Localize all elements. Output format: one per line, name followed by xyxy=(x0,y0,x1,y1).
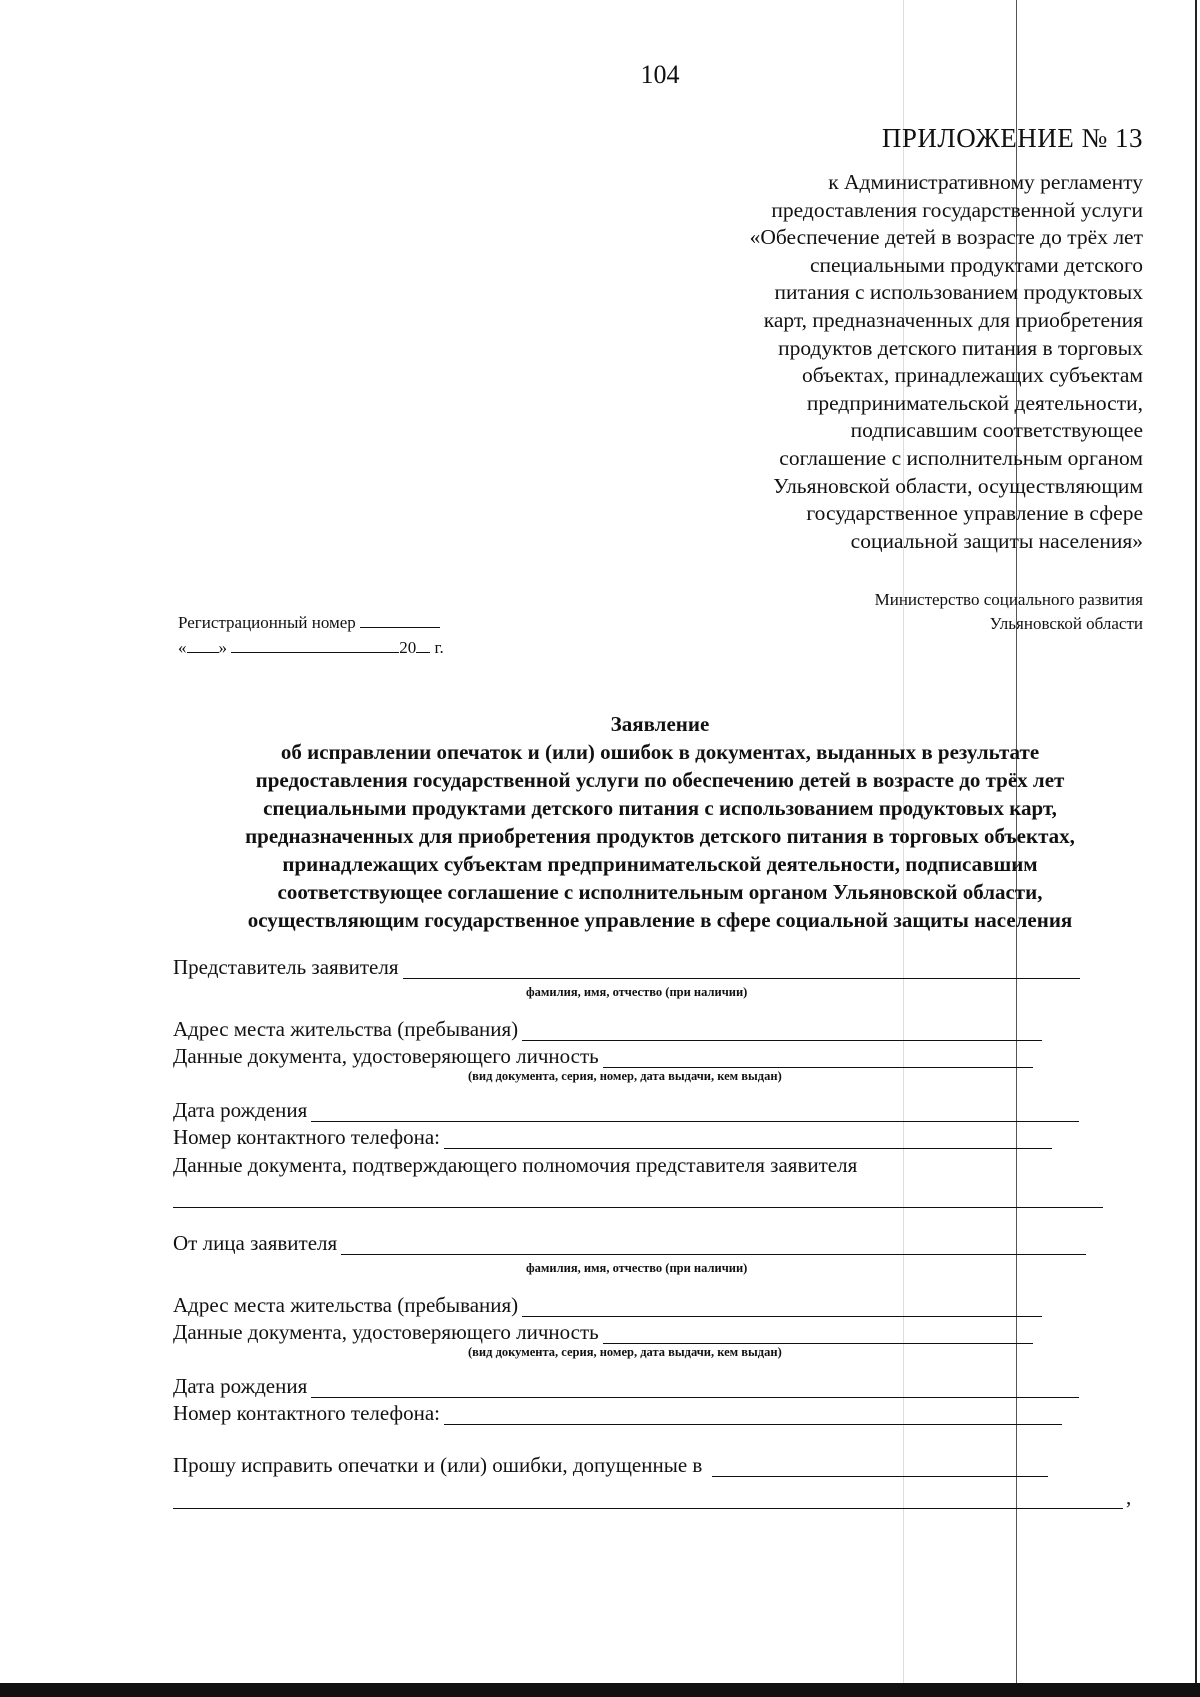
statement-line: принадлежащих субъектам предпринимательской деятельности, подписавшим xyxy=(282,852,1038,876)
fio-hint: фамилия, имя, отчество (при наличии) xyxy=(526,985,748,999)
request-row xyxy=(173,1453,1048,1477)
applicant-id-doc-row xyxy=(173,1320,1033,1344)
applicant-phone-row xyxy=(173,1401,1062,1425)
representative-id-doc-field[interactable] xyxy=(603,1045,1033,1068)
appendix-line: предоставления государственной услуги xyxy=(771,197,1143,222)
statement-line: об исправлении опечаток и (или) ошибок в документах, выданных в результате xyxy=(280,740,1040,764)
statement-line: соответствующее соглашение с исполнительным органом Ульяновской области, xyxy=(277,880,1043,904)
appendix-line: объектах, принадлежащих субъектам xyxy=(801,363,1143,388)
id-doc-hint: (вид документа, серия, номер, дата выдачи, кем выдан) xyxy=(468,1069,782,1083)
scan-artifact-line xyxy=(1195,0,1197,1697)
request-details-field[interactable] xyxy=(173,1507,1123,1509)
representative-birth-field[interactable] xyxy=(311,1099,1079,1122)
appendix-line: подписавшим соответствующее xyxy=(850,418,1143,443)
appendix-line: продуктов детского питания в торговых xyxy=(778,335,1143,360)
date-open-quote: « xyxy=(178,638,187,657)
request-label: Прошу исправить опечатки и (или) ошибки, допущенные в xyxy=(173,1453,703,1477)
registration-number-field[interactable] xyxy=(360,610,440,628)
appendix-line: питания с использованием продуктовых xyxy=(774,280,1143,305)
representative-row xyxy=(173,955,1080,979)
date-month-field[interactable] xyxy=(231,635,399,653)
applicant-row xyxy=(173,1231,1086,1255)
representative-label: Представитель заявителя xyxy=(173,955,399,979)
applicant-fio-field[interactable] xyxy=(341,1232,1086,1255)
fio-hint: фамилия, имя, отчество (при наличии) xyxy=(526,1261,748,1275)
statement-heading: Заявление xyxy=(610,712,710,736)
representative-phone-field[interactable] xyxy=(444,1126,1052,1149)
date-year-suffix: г. xyxy=(434,638,444,657)
id-doc-label: Данные документа, удостоверяющего личность xyxy=(173,1044,599,1068)
statement-line: предоставления государственной услуги по обеспечению детей в возрасте до трёх лет xyxy=(255,768,1065,792)
appendix-line: Ульяновской области, осуществляющим xyxy=(773,473,1143,498)
appendix-line: специальными продуктами детского xyxy=(809,252,1143,277)
representative-birth-row xyxy=(173,1098,1079,1122)
applicant-id-doc-field[interactable] xyxy=(603,1321,1033,1344)
address-label: Адрес места жительства (пребывания) xyxy=(173,1293,519,1317)
statement-line: предназначенных для приобретения продуктов детского питания в торговых объектах, xyxy=(245,824,1075,848)
applicant-label: От лица заявителя xyxy=(173,1231,338,1255)
appendix-line: «Обеспечение детей в возрасте до трёх лет xyxy=(749,225,1143,250)
registration-number-label: Регистрационный номер xyxy=(178,613,356,632)
appendix-line: предпринимательской деятельности, xyxy=(806,390,1143,415)
applicant-phone-field[interactable] xyxy=(444,1402,1062,1425)
address-label: Адрес места жительства (пребывания) xyxy=(173,1017,519,1041)
representative-phone-row xyxy=(173,1125,1052,1149)
applicant-address-row xyxy=(173,1293,1042,1317)
date-year-field[interactable] xyxy=(416,635,430,653)
scan-artifact-border xyxy=(0,1683,1200,1697)
id-doc-hint: (вид документа, серия, номер, дата выдачи, кем выдан) xyxy=(468,1345,782,1359)
ministry-addressee xyxy=(875,588,1143,636)
phone-label: Номер контактного телефона: xyxy=(173,1125,440,1149)
registration-block xyxy=(178,610,444,660)
authority-doc-field[interactable] xyxy=(173,1206,1103,1208)
trailing-comma: , xyxy=(1126,1485,1132,1509)
ministry-line: Ульяновской области xyxy=(989,614,1143,633)
ministry-line: Министерство социального развития xyxy=(874,590,1143,609)
statement-title xyxy=(170,710,1150,934)
authority-doc-row xyxy=(173,1153,857,1177)
appendix-line: карт, предназначенных для приобретения xyxy=(763,307,1143,332)
representative-fio-field[interactable] xyxy=(403,956,1080,979)
appendix-line: государственное управление в сфере xyxy=(806,501,1143,526)
appendix-title: ПРИЛОЖЕНИЕ № 13 xyxy=(881,123,1143,153)
date-year-prefix: 20 xyxy=(399,638,417,657)
representative-address-row xyxy=(173,1017,1042,1041)
id-doc-label: Данные документа, удостоверяющего личность xyxy=(173,1320,599,1344)
authority-doc-label: Данные документа, подтверждающего полномочия представителя заявителя xyxy=(173,1153,858,1177)
request-document-field[interactable] xyxy=(712,1454,1048,1477)
representative-id-doc-row xyxy=(173,1044,1033,1068)
applicant-address-field[interactable] xyxy=(522,1294,1042,1317)
birth-label: Дата рождения xyxy=(173,1098,308,1122)
representative-address-field[interactable] xyxy=(522,1018,1042,1041)
statement-line: специальными продуктами детского питания с использованием продуктовых карт, xyxy=(263,796,1057,820)
appendix-line: соглашение с исполнительным органом xyxy=(779,445,1143,470)
applicant-birth-row xyxy=(173,1374,1079,1398)
page-number: 104 xyxy=(640,60,680,89)
applicant-birth-field[interactable] xyxy=(311,1375,1079,1398)
date-day-field[interactable] xyxy=(187,635,219,653)
appendix-line: к Административному регламенту xyxy=(828,170,1143,194)
birth-label: Дата рождения xyxy=(173,1374,308,1398)
appendix-line: социальной защиты населения» xyxy=(850,528,1143,553)
phone-label: Номер контактного телефона: xyxy=(173,1401,440,1425)
statement-line: осуществляющим государственное управление в сфере социальной защиты населения xyxy=(247,908,1073,932)
appendix-subtitle xyxy=(583,169,1143,555)
date-close-quote: » xyxy=(218,638,227,657)
